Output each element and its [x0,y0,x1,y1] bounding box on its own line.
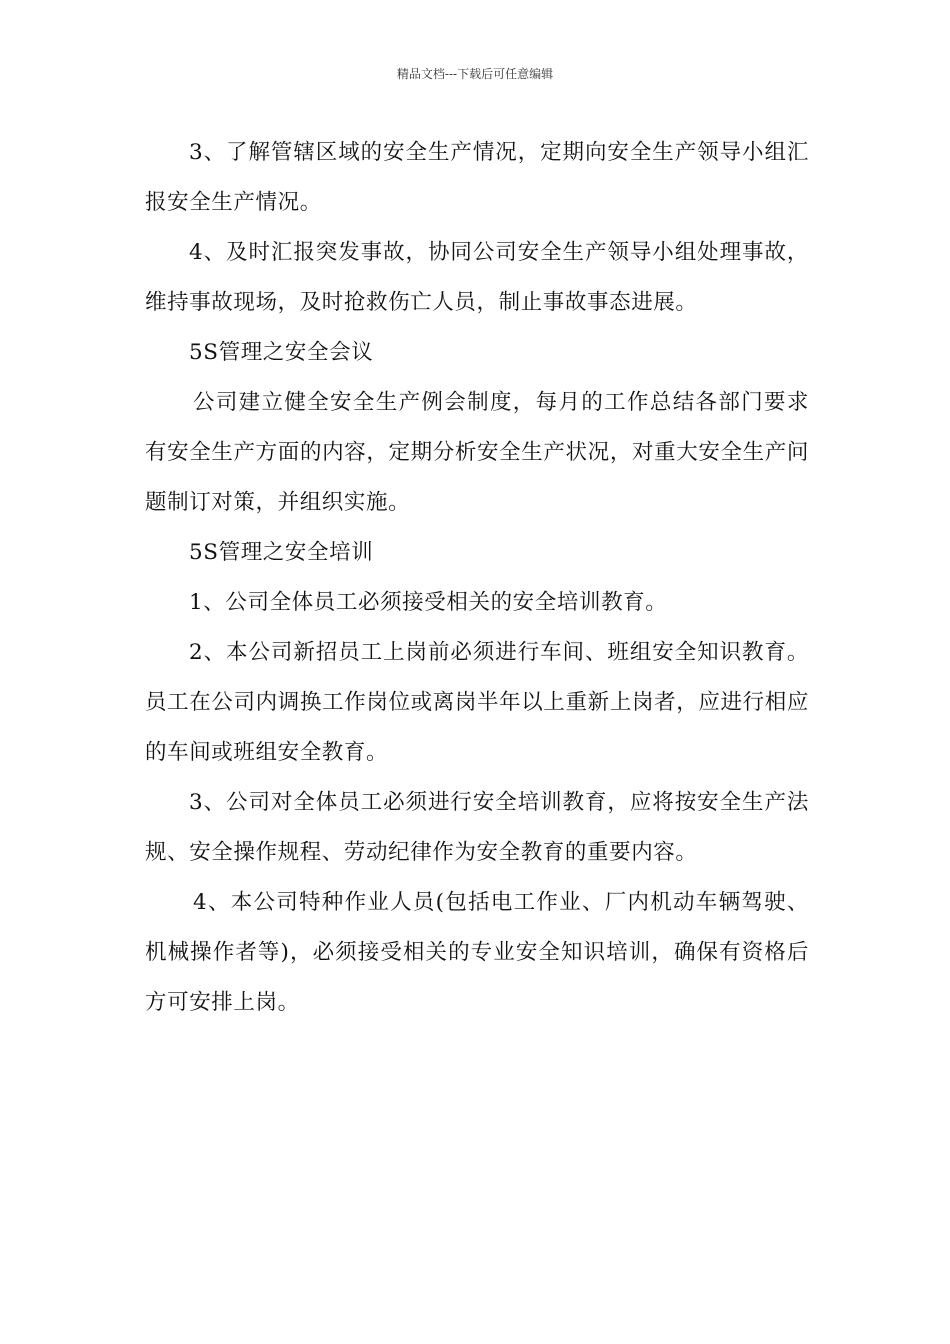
paragraph-duty-4: 4、及时汇报突发事故，协同公司安全生产领导小组处理事故，维持事故现场，及时抢救伤亡人员，制止事故事态进展。 [145,240,809,315]
section-heading-safety-meeting: 5S管理之安全会议 [189,340,374,365]
paragraph-duty-3: 3、了解管辖区域的安全生产情况，定期向安全生产领导小组汇报安全生产情况。 [145,140,809,215]
paragraph-training-1: 1、公司全体员工必须接受相关的安全培训教育。 [189,590,668,615]
section-heading-safety-training: 5S管理之安全培训 [189,540,374,565]
paragraph-training-2: 2、本公司新招员工上岗前必须进行车间、班组安全知识教育。员工在公司内调换工作岗位或离岗半年以上重新上岗者，应进行相应的车间或班组安全教育。 [145,640,809,765]
paragraph-safety-meeting: 公司建立健全安全生产例会制度，每月的工作总结各部门要求有安全生产方面的内容，定期分析安全生产状况，对重大安全生产问题制订对策，并组织实施。 [145,390,809,515]
paragraph-training-3: 3、公司对全体员工必须进行安全培训教育，应将按安全生产法规、安全操作规程、劳动纪律作为安全教育的重要内容。 [145,790,809,865]
document-body [145,128,809,1028]
paragraph-training-4: 4、本公司特种作业人员(包括电工作业、厂内机动车辆驾驶、机械操作者等)，必须接受相关的专业安全知识培训，确保有资格后方可安排上岗。 [145,890,809,1015]
page-header: 精品文档---下载后可任意编辑 [396,67,554,81]
